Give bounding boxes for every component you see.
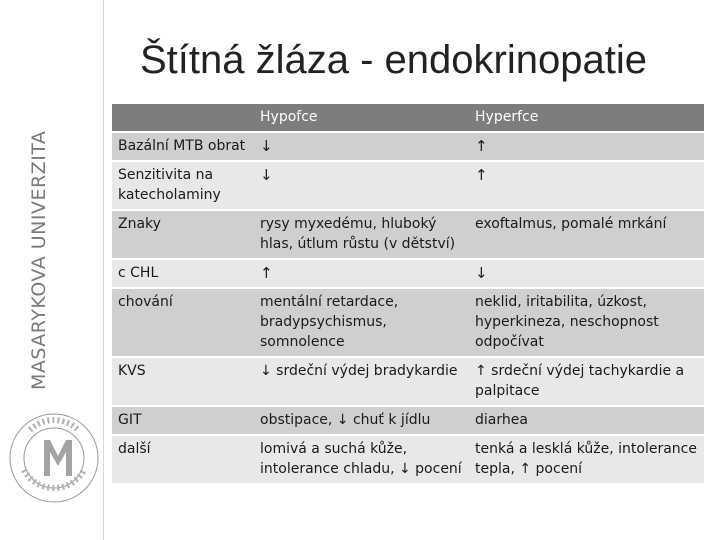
row-label: c CHL <box>112 259 254 288</box>
table-row <box>112 288 704 357</box>
hyperfunction-cell: exoftalmus, pomalé mrkání <box>469 210 704 259</box>
hypofunction-cell: lomivá a suchá kůže, intolerance chladu, ↓ pocení <box>254 435 469 484</box>
hyperfunction-cell: neklid, iritabilita, úzkost, hyperkineza, neschopnost odpočívat <box>469 288 704 357</box>
slide-title: Štítná žláza - endokrinopatie <box>140 38 647 82</box>
row-label: další <box>112 435 254 484</box>
hypofunction-cell: ↓ <box>254 161 469 210</box>
row-label: Znaky <box>112 210 254 259</box>
university-seal-icon <box>0 390 103 520</box>
row-label: KVS <box>112 357 254 406</box>
header-cell <box>112 104 254 132</box>
hyperfunction-cell: ↑ <box>469 132 704 161</box>
hyperfunction-cell: ↓ <box>469 259 704 288</box>
hyperfunction-cell: ↑ <box>469 161 704 210</box>
hypofunction-cell: ↑ <box>254 259 469 288</box>
table-row <box>112 259 704 288</box>
hypofunction-cell: ↓ <box>254 132 469 161</box>
table-row <box>112 210 704 259</box>
row-label: Bazální MTB obrat <box>112 132 254 161</box>
row-label: Senzitivita na katecholaminy <box>112 161 254 210</box>
table-row <box>112 435 704 484</box>
hyperfunction-cell: tenká a lesklá kůže, intolerance tepla, ↑ pocení <box>469 435 704 484</box>
table-row <box>112 132 704 161</box>
hyperfunction-cell: diarhea <box>469 406 704 435</box>
sidebar <box>0 0 103 540</box>
table-header-row <box>112 104 704 132</box>
university-name: MASARYKOVA UNIVERZITA <box>28 130 50 390</box>
table-row <box>112 406 704 435</box>
endocrinopathy-table <box>112 104 704 485</box>
sidebar-divider <box>103 0 104 540</box>
table-row <box>112 357 704 406</box>
hypofunction-cell: mentální retardace, bradypsychismus, somnolence <box>254 288 469 357</box>
row-label: chování <box>112 288 254 357</box>
hypofunction-cell: obstipace, ↓ chuť k jídlu <box>254 406 469 435</box>
header-cell: Hypofce <box>254 104 469 132</box>
hypofunction-cell: rysy myxedému, hluboký hlas, útlum růstu (v dětství) <box>254 210 469 259</box>
hyperfunction-cell: ↑ srdeční výdej tachykardie a palpitace <box>469 357 704 406</box>
row-label: GIT <box>112 406 254 435</box>
hypofunction-cell: ↓ srdeční výdej bradykardie <box>254 357 469 406</box>
header-cell: Hyperfce <box>469 104 704 132</box>
table-row <box>112 161 704 210</box>
